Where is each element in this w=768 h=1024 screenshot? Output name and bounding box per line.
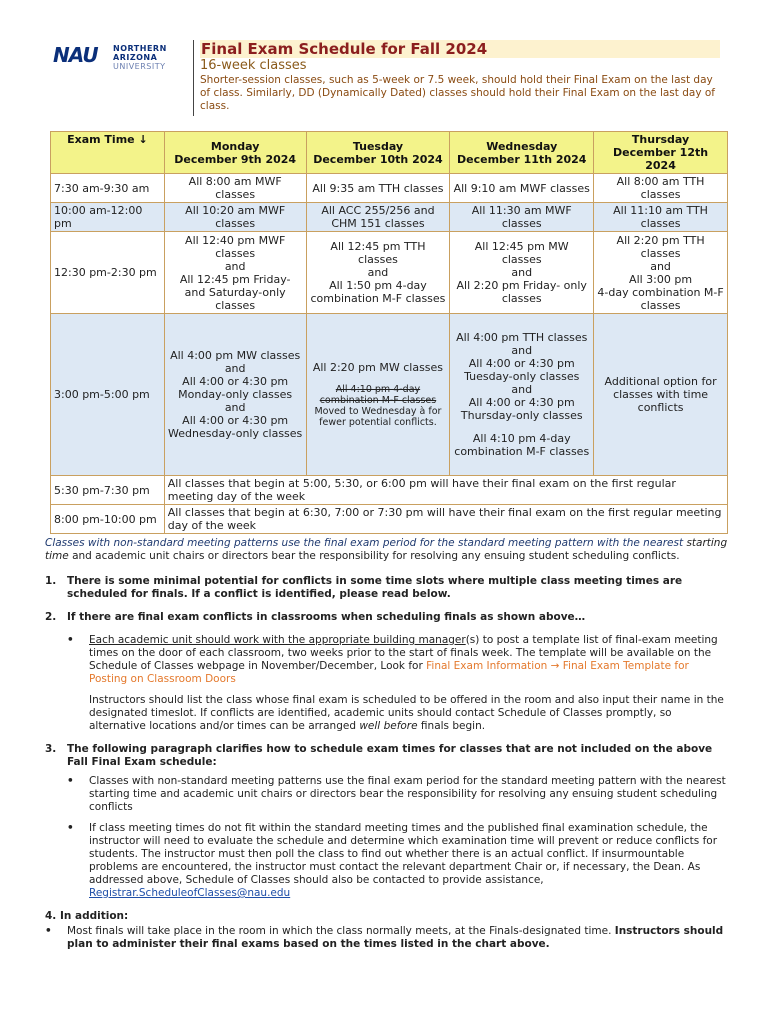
exam-schedule-table <box>50 131 728 534</box>
cell-thursday: All 11:10 am TTH classes <box>594 203 728 232</box>
cell-tuesday: All 2:20 pm MW classes All 4:10 pm 4-day combination M-F classes Moved to Wednesday à for fewer potential conflicts. <box>306 314 450 476</box>
cell-tuesday: All 9:35 am TTH classes <box>306 174 450 203</box>
time-cell: 5:30 pm-7:30 pm <box>51 476 165 505</box>
header-thursday: Thursday December 12th 2024 <box>594 132 728 174</box>
final-exam-info-link[interactable]: Final Exam Information → Final Exam Template for Posting on Classroom Doors <box>89 660 689 685</box>
table-row <box>51 232 728 314</box>
bullet-icon: • <box>67 822 74 834</box>
struck-entry: All 4:10 pm 4-day combination M-F classes <box>319 384 437 406</box>
cell-monday: All 8:00 am MWF classes <box>164 174 306 203</box>
table-row <box>51 314 728 476</box>
cell-thursday: All 8:00 am TTH classes <box>594 174 728 203</box>
logo-line-3: UNIVERSITY <box>113 62 166 71</box>
page-subtitle: 16-week classes <box>200 58 307 73</box>
time-cell: 10:00 am-12:00 pm <box>51 203 165 232</box>
table-row <box>51 476 728 505</box>
logo-mark: NAU <box>53 43 98 67</box>
table-row <box>51 203 728 232</box>
cell-thursday: Additional option for classes with time conflicts <box>594 314 728 476</box>
header-wednesday: Wednesday December 11th 2024 <box>450 132 594 174</box>
page-title: Final Exam Schedule for Fall 2024 <box>200 40 720 58</box>
header-divider <box>193 40 194 116</box>
list-item: 3. The following paragraph clarifies how to schedule exam times for classes that are not included on the above Fall Final Exam schedule: • Classes with non-standard meeting patterns use the final exam period for the standard meeting pattern with the nearest starting time and academic unit chairs or directors bear the responsibility for resolving any ensuing student scheduling conflicts • If class meeting times do not fit within the standard meeting times and the published final examination schedule, the instructor will need to evaluate the schedule and determine which examination time will prevent or reduce conflicts for students. The instructor must then poll the class to find out whether there is an actual conflict. If insurmountable problems are encountered, the instructor must contact the relevant department Chair or, if necessary, the Dean. As addressed above, Schedule of Classes should also be contacted to provide assistance, Registrar.ScheduleofClasses@nau.edu <box>45 743 730 900</box>
cell-wednesday: All 4:00 pm TTH classes and All 4:00 or 4:30 pm Tuesday-only classes and All 4:00 or 4:30 pm Thursday-only classes All 4:10 pm 4-day combination M-F classes <box>450 314 594 476</box>
logo-line-1: NORTHERN <box>113 44 167 53</box>
title-block <box>200 40 720 113</box>
cell-merged: All classes that begin at 6:30, 7:00 or 7:30 pm will have their final exam on the first regular meeting day of the week <box>164 505 727 534</box>
logo-wordmark <box>113 44 167 71</box>
cell-monday: All 12:40 pm MWF classes and All 12:45 pm Friday- and Saturday-only classes <box>164 232 306 314</box>
header-exam-time: Exam Time ↓ <box>51 132 165 174</box>
bullet-icon: • <box>67 775 74 787</box>
cell-tuesday: All ACC 255/256 and CHM 151 classes <box>306 203 450 232</box>
bullet-list <box>45 925 730 951</box>
time-cell: 3:00 pm-5:00 pm <box>51 314 165 476</box>
cell-monday: All 10:20 am MWF classes <box>164 203 306 232</box>
list-item: 2. If there are final exam conflicts in classrooms when scheduling finals as shown above… • Each academic unit should work with the appropriate building manager(s) to post a template list of final-exam meeting times on the door of each classroom, two weeks prior to the start of finals week. The template will be available on the Schedule of Classes webpage in November/December, Look for Final Exam Information → Final Exam Template for Posting on Classroom Doors Instructors should list the class whose final exam is scheduled to be offered in the room and also input their name in the designated timeslot. If conflicts are identified, academic units should contact Schedule of Classes promptly, so alternative locations and/or times can be arranged well before finals begin. <box>45 611 730 733</box>
cell-merged: All classes that begin at 5:00, 5:30, or 6:00 pm will have their final exam on the first regular meeting day of the week <box>164 476 727 505</box>
time-cell: 7:30 am-9:30 am <box>51 174 165 203</box>
bullet-icon: • <box>67 634 74 646</box>
nau-logo <box>53 42 193 72</box>
registrar-email-link[interactable]: Registrar.ScheduleofClasses@nau.edu <box>89 887 291 899</box>
bullet-list <box>67 775 730 900</box>
cell-wednesday: All 9:10 am MWF classes <box>450 174 594 203</box>
cell-wednesday: All 12:45 pm MW classes and All 2:20 pm Friday- only classes <box>450 232 594 314</box>
in-addition-heading: 4. In addition: <box>45 910 129 922</box>
table-row <box>51 174 728 203</box>
table-row <box>51 505 728 534</box>
cell-thursday: All 2:20 pm TTH classes and All 3:00 pm 4-day combination M-F classes <box>594 232 728 314</box>
bullet-list <box>67 634 730 733</box>
moved-note: Moved to Wednesday à for fewer potential conflicts. <box>314 406 442 428</box>
bullet-icon: • <box>45 925 52 937</box>
nonstandard-note: Classes with non-standard meeting patterns use the final exam period for the standard meeting pattern with the nearest starting time and academic unit chairs or directors bear the responsibility for resolving any ensuing student scheduling conflicts. <box>45 537 728 562</box>
cell-tuesday: All 12:45 pm TTH classes and All 1:50 pm 4-day combination M-F classes <box>306 232 450 314</box>
bullet-item: • Most finals will take place in the room in which the class normally meets, at the Finals-designated time. Instructors should plan to administer their final exams based on the times listed in the chart above. <box>45 925 724 950</box>
notes-body <box>45 537 730 959</box>
numbered-list <box>45 575 730 900</box>
logo-line-2: ARIZONA <box>113 53 158 62</box>
bullet-item: • Classes with non-standard meeting patterns use the final exam period for the standard meeting pattern with the nearest starting time and academic unit chairs or directors bear the responsibility for resolving any ensuing student scheduling conflicts <box>67 775 726 813</box>
intro-text: Shorter-session classes, such as 5-week or 7.5 week, should hold their Final Exam on the last day of class. Similarly, DD (Dynamically Dated) classes should hold their Final Exam on the last day of class. <box>200 74 716 112</box>
bullet-item: • Each academic unit should work with the appropriate building manager(s) to post a template list of final-exam meeting times on the door of each classroom, two weeks prior to the start of finals week. The template will be available on the Schedule of Classes webpage in November/December, Look for Final Exam Information → Final Exam Template for Posting on Classroom Doors Instructors should list the class whose final exam is scheduled to be offered in the room and also input their name in the designated timeslot. If conflicts are identified, academic units should contact Schedule of Classes promptly, so alternative locations and/or times can be arranged well before finals begin. <box>67 634 724 732</box>
bullet-item: • If class meeting times do not fit within the standard meeting times and the published final examination schedule, the instructor will need to evaluate the schedule and determine which examination time will prevent or reduce conflicts for students. The instructor must then poll the class to find out whether there is an actual conflict. If insurmountable problems are encountered, the instructor must contact the relevant department Chair or, if necessary, the Dean. As addressed above, Schedule of Classes should also be contacted to provide assistance, Registrar.ScheduleofClasses@nau.edu <box>67 822 718 899</box>
page-header <box>45 38 725 118</box>
time-cell: 12:30 pm-2:30 pm <box>51 232 165 314</box>
header-monday: Monday December 9th 2024 <box>164 132 306 174</box>
cell-monday: All 4:00 pm MW classes and All 4:00 or 4:30 pm Monday-only classes and All 4:00 or 4:30 pm Wednesday-only classes <box>164 314 306 476</box>
time-cell: 8:00 pm-10:00 pm <box>51 505 165 534</box>
header-tuesday: Tuesday December 10th 2024 <box>306 132 450 174</box>
cell-wednesday: All 11:30 am MWF classes <box>450 203 594 232</box>
table-header-row <box>51 132 728 174</box>
list-item: 1. There is some minimal potential for conflicts in some time slots where multiple class meeting times are scheduled for finals. If a conflict is identified, please read below. <box>45 575 683 600</box>
